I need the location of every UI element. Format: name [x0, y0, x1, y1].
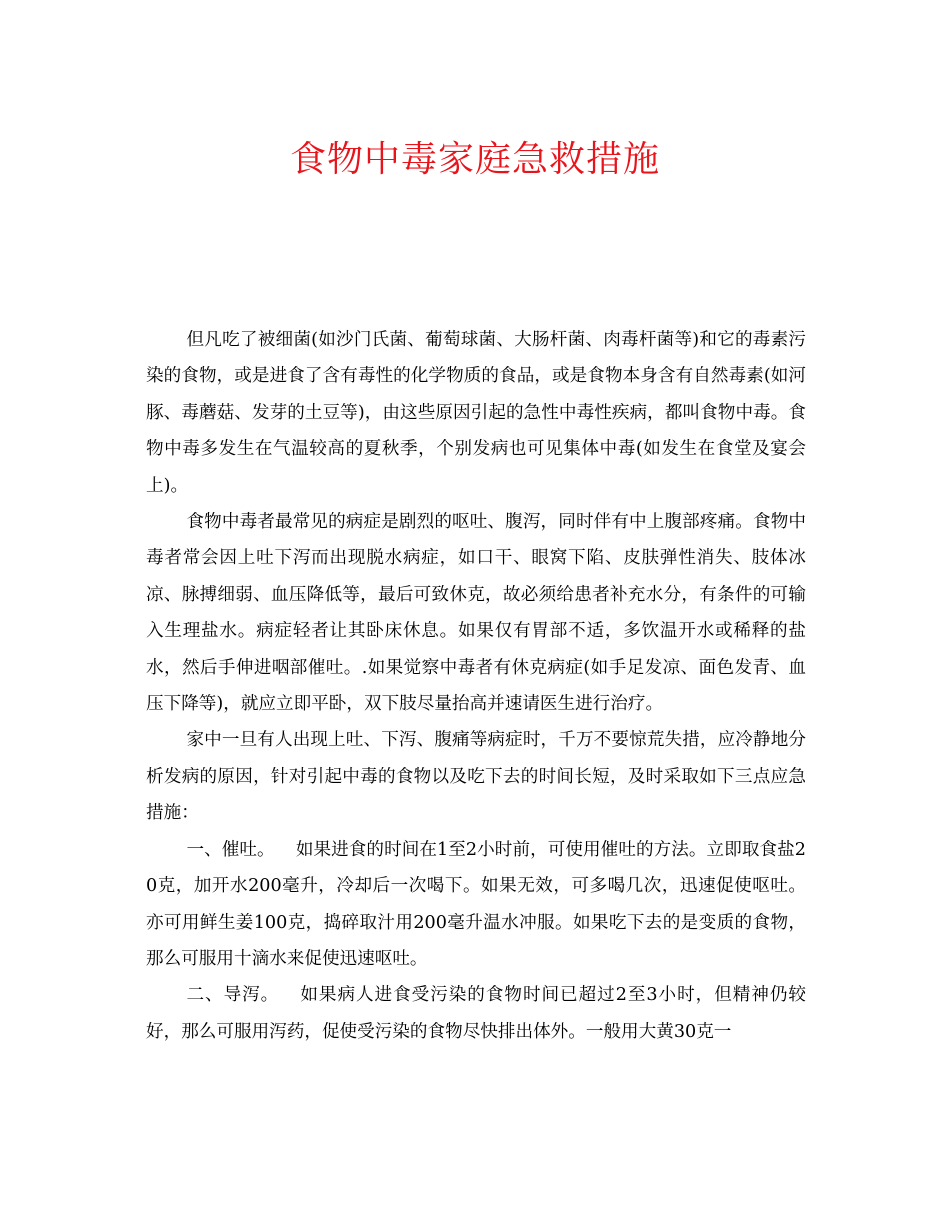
paragraph-measures-intro [146, 722, 806, 831]
paragraph-text: 但凡吃了被细菌(如沙门氏菌、葡萄球菌、大肠杆菌、肉毒杆菌等)和它的毒素污染的食物，或是进食了含有毒性的化学物质的食品，或是食物本身含有自然毒素(如河豚、毒蘑菇、发芽的土豆等)，由这些原因引起的急性中毒性疾病，都叫食物中毒。食物中毒多发生在气温较高的夏秋季，个别发病也可见集体中毒(如发生在食堂及宴会上)。 [146, 330, 806, 496]
document-title: 食物中毒家庭急救措施 [289, 139, 660, 180]
paragraph-purging [146, 977, 806, 1050]
paragraph-text: 家中一旦有人出现上吐、下泻、腹痛等病症时，千万不要惊荒失措，应冷静地分析发病的原因，针对引起中毒的食物以及吃下去的时间长短，及时采取如下三点应急措施： [146, 730, 806, 824]
paragraph-text: 如果病人进食受污染的食物时间已超过2至3小时，但精神仍较好，那么可服用泻药，促使受污染的食物尽快排出体外。一般用大黄30克一 [146, 985, 806, 1042]
section-heading: 一、催吐。 [186, 839, 275, 860]
paragraph-text: 食物中毒者最常见的病症是剧烈的呕吐、腹泻，同时伴有中上腹部疼痛。食物中毒者常会因上吐下泻而出现脱水病症，如口干、眼窝下陷、皮肤弹性消失、肢体冰凉、脉搏细弱、血压降低等，最后可致休克，故必须给患者补充水分，有条件的可输入生理盐水。病症轻者让其卧床休息。如果仅有胃部不适，多饮温开水或稀释的盐水，然后手伸进咽部催吐。.如果觉察中毒者有休克病症(如手足发凉、面色发青、血压下降等)，就应立即平卧，双下肢尽量抬高并速请医生进行治疗。 [146, 512, 806, 715]
document-body [146, 322, 806, 1050]
paragraph-symptoms [146, 504, 806, 722]
section-heading: 二、导泻。 [186, 985, 280, 1006]
paragraph-text: 如果进食的时间在1至2小时前，可使用催吐的方法。立即取食盐20克，加开水200毫升，冷却后一次喝下。如果无效，可多喝几次，迅速促使呕吐。亦可用鲜生姜100克，捣碎取汁用200毫升温水冲服。如果吃下去的是变质的食物，那么可服用十滴水来促使迅速呕吐。 [146, 839, 806, 969]
paragraph-intro [146, 322, 806, 504]
paragraph-vomiting [146, 832, 806, 978]
